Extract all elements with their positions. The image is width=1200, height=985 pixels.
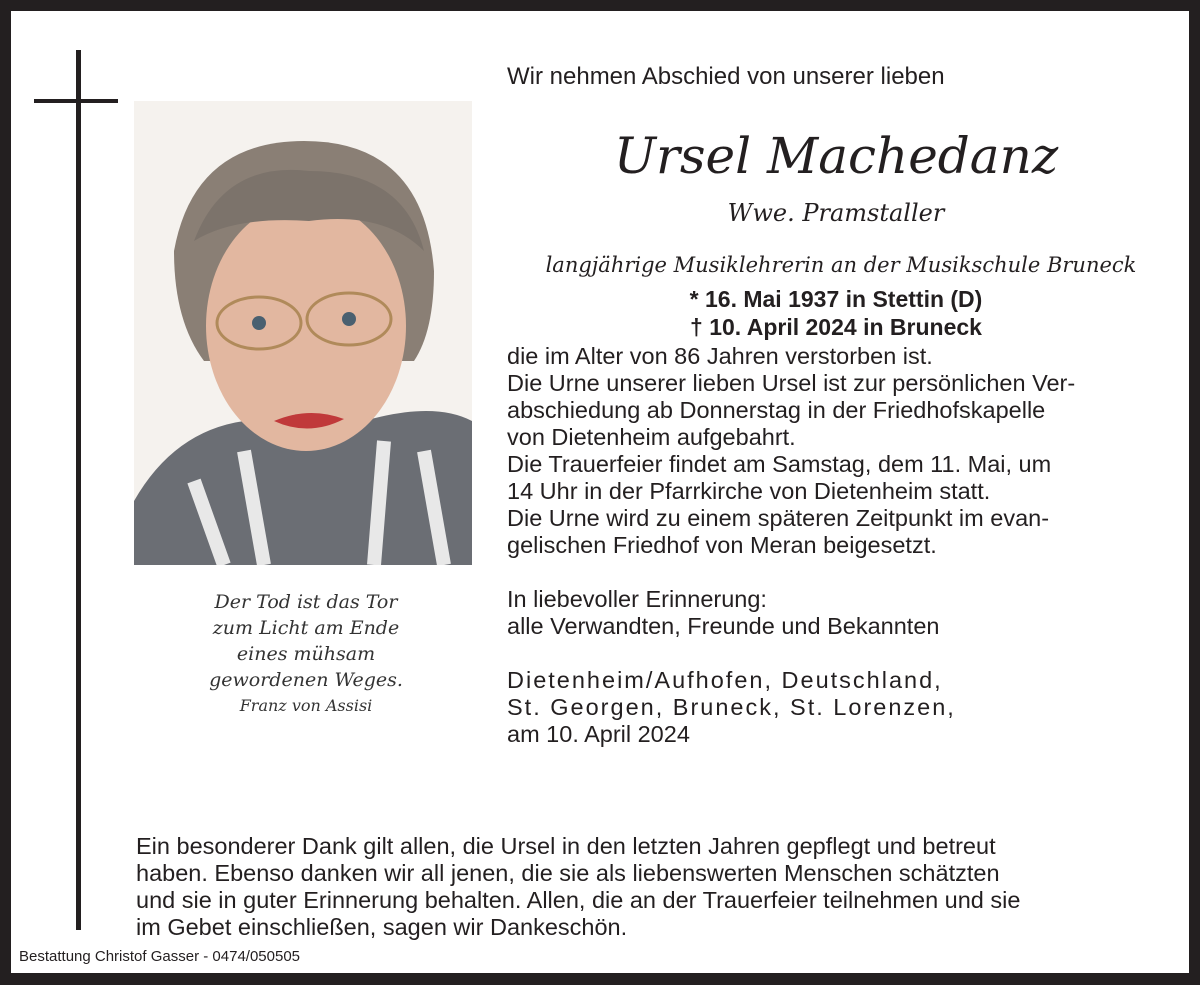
body-line: die im Alter von 86 Jahren verstorben ist. — [507, 343, 933, 369]
body-line: gelischen Friedhof von Meran beigesetzt. — [507, 532, 937, 558]
portrait-photo — [134, 101, 472, 565]
place-line: Dietenheim/Aufhofen, Deutschland, — [507, 667, 943, 693]
obituary-notice — [11, 11, 1189, 973]
death-date: † 10. April 2024 in Bruneck — [690, 314, 982, 340]
quote-line: Der Tod ist das Tor — [214, 591, 398, 613]
place-line: St. Georgen, Bruneck, St. Lorenzen, — [507, 694, 956, 720]
intro-text: Wir nehmen Abschied von unserer lieben — [507, 63, 945, 90]
cross-icon — [76, 50, 81, 930]
thanks-line: Ein besonderer Dank gilt allen, die Ursel in den letzten Jahren gepflegt und betreut — [136, 833, 996, 859]
thanks-line: im Gebet einschließen, sagen wir Dankeschön. — [136, 914, 628, 940]
spacer — [507, 559, 1075, 586]
quote — [161, 589, 451, 719]
birth-date: * 16. Mai 1937 in Stettin (D) — [689, 286, 983, 312]
body-line: Die Urne unserer lieben Ursel ist zur persönlichen Ver- — [507, 370, 1076, 396]
widow-name: Wwe. Pramstaller — [727, 199, 945, 227]
quote-line: gewordenen Weges. — [209, 669, 403, 691]
thanks-paragraph — [136, 833, 1020, 941]
quote-line: zum Licht am Ende — [212, 617, 400, 639]
thanks-line: und sie in guter Erinnerung behalten. Allen, die an der Trauerfeier teilnehmen und sie — [136, 887, 1021, 913]
quote-author: Franz von Assisi — [239, 696, 373, 715]
profession: langjährige Musiklehrerin an der Musikschule Bruneck — [545, 253, 1137, 277]
body-line: 14 Uhr in der Pfarrkirche von Dietenheim statt. — [507, 478, 991, 504]
spacer — [507, 640, 1075, 667]
quote-line: eines mühsam — [236, 643, 376, 665]
funeral-home-footer: Bestattung Christof Gasser - 0474/050505 — [19, 948, 301, 965]
memory-line: In liebevoller Erinnerung: — [507, 586, 767, 612]
body-line: von Dietenheim aufgebahrt. — [507, 424, 796, 450]
thanks-line: haben. Ebenso danken wir all jenen, die sie als liebenswerten Menschen schätzten — [136, 860, 1000, 886]
body-line: abschiedung ab Donnerstag in der Friedhofskapelle — [507, 397, 1046, 423]
cross-icon-bar — [34, 99, 118, 103]
date-line: am 10. April 2024 — [507, 721, 690, 747]
body-line: Die Trauerfeier findet am Samstag, dem 11. Mai, um — [507, 451, 1052, 477]
life-dates — [481, 285, 1191, 341]
deceased-name: Ursel Machedanz — [613, 127, 1059, 185]
memory-line: alle Verwandten, Freunde und Bekannten — [507, 613, 940, 639]
body-line: Die Urne wird zu einem späteren Zeitpunkt im evan- — [507, 505, 1050, 531]
notice-body — [507, 343, 1075, 748]
